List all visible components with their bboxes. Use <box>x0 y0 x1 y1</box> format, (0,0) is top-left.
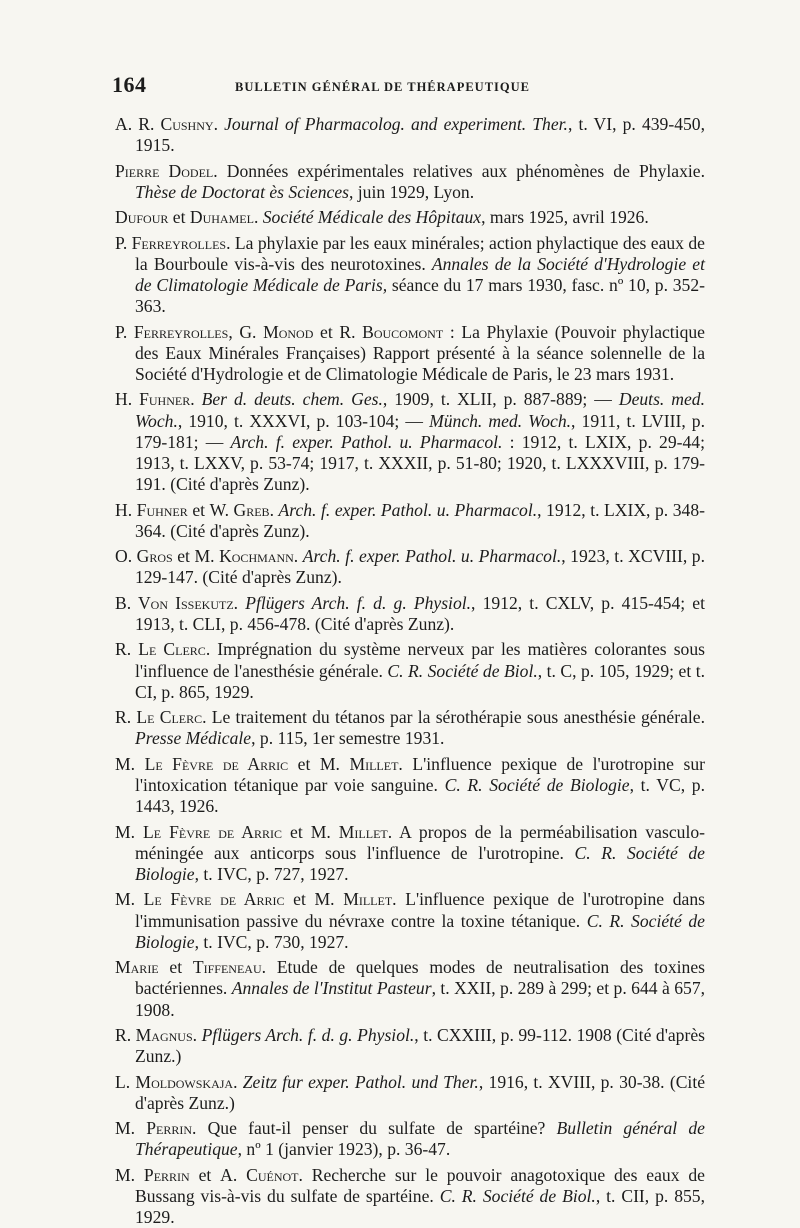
reference-author: B. Von Issekutz <box>115 592 234 613</box>
reference-entry <box>115 593 705 635</box>
reference-text: , 1912, t. LXIX, p. 348-364. (Cité d'après Zunz). <box>135 499 705 541</box>
reference-source: C. R. Société de Biologie <box>135 842 705 884</box>
reference-source: C. R. Société de Biol. <box>387 660 538 681</box>
reference-source: Société Médicale des Hôpitaux <box>262 207 482 228</box>
reference-text: , 1910, t. XXXVI, p. 103-104; — <box>177 410 430 431</box>
reference-text: et <box>158 957 193 978</box>
reference-entry <box>115 389 705 495</box>
reference-source: Deuts. med. Woch. <box>135 389 706 431</box>
reference-source: Arch. f. exper. Pathol. u. Pharmacol. <box>302 546 562 567</box>
reference-text: . L'influence pexique de l'urotropine dans l'immunisation passive du névraxe contre la toxine tétanique. <box>135 889 706 931</box>
reference-author: R. Boucomont <box>339 321 444 342</box>
reference-source: Pflügers Arch. f. d. g. Physiol. <box>201 1024 415 1045</box>
reference-text: . <box>233 1071 243 1092</box>
reference-source: Annales de la Société d'Hydrologie et de Climatologie Médicale de Paris, <box>135 253 705 295</box>
reference-author: M. Le Fèvre de Arric <box>115 889 285 910</box>
reference-text: . Données expérimentales relatives aux phénomènes de Phylaxie. <box>213 160 705 181</box>
reference-text: . A propos de la perméabilisation vasculo-méningée aux anticorps sous l'influence de l'urotropine. <box>135 821 705 863</box>
reference-author: R. Magnus <box>115 1024 193 1045</box>
reference-author: Marie <box>115 957 159 978</box>
reference-text: et <box>282 821 311 842</box>
reference-text: . Etude de quelques modes de neutralisation des toxines bactériennes. <box>135 957 705 999</box>
reference-entry <box>115 546 705 588</box>
reference-entry <box>115 161 705 203</box>
reference-source: Ber d. deuts. chem. Ges. <box>201 389 383 410</box>
reference-author: M. Millet <box>310 821 388 842</box>
reference-entry <box>115 233 705 318</box>
reference-source: C. R. Société de Biologie <box>135 910 705 952</box>
reference-entry <box>115 822 705 886</box>
reference-source: Arch. f. exper. Pathol. u. Pharmacol. <box>230 431 503 452</box>
reference-text: . <box>190 389 202 410</box>
reference-text: , t. XXII, p. 289 à 299; et p. 644 à 657, 1908. <box>135 978 706 1020</box>
reference-entry <box>115 207 705 228</box>
reference-entry <box>115 754 705 818</box>
page-number: 164 <box>112 72 147 97</box>
reference-source: Presse Médicale <box>135 728 252 749</box>
reference-entry <box>115 707 705 749</box>
reference-text: et <box>284 889 315 910</box>
reference-text: , 1923, t. XCVIII, p. 129-147. (Cité d'après Zunz). <box>135 546 705 588</box>
reference-text: et <box>313 321 340 342</box>
reference-author: R. Le Clerc <box>115 707 203 728</box>
reference-entry <box>115 1072 705 1114</box>
reference-author: Tiffeneau <box>192 957 262 978</box>
reference-author: A. Cuénot <box>220 1164 299 1185</box>
reference-entry <box>115 114 705 156</box>
reference-text: , juin 1929, Lyon. <box>349 181 475 202</box>
reference-text: , t. IVC, p. 730, 1927. <box>194 931 349 952</box>
running-title: BULLETIN GÉNÉRAL DE THÉRAPEUTIQUE <box>235 80 530 94</box>
reference-text: , 1912, t. CXLV, p. 415-454; et 1913, t. CLI, p. 456-478. (Cité d'après Zunz). <box>135 592 705 634</box>
reference-text: , t. C, p. 105, 1929; et t. CI, p. 865, 1929. <box>135 660 705 702</box>
reference-source: Zeitz fur exper. Pathol. und Ther. <box>242 1071 479 1092</box>
reference-text: et <box>288 753 320 774</box>
reference-author: P. Ferreyrolles <box>115 321 229 342</box>
reference-text: , t. CII, p. 855, 1929. <box>135 1185 706 1228</box>
reference-author: W. Greb <box>209 499 270 520</box>
reference-source: Pflügers Arch. f. d. g. Physiol. <box>245 592 472 613</box>
reference-entry <box>115 889 705 953</box>
reference-author: M. Millet <box>314 889 393 910</box>
reference-text: et <box>187 499 210 520</box>
reference-source: Bulletin général de Thérapeutique <box>135 1118 705 1160</box>
reference-text: . Le traitement du tétanos par la sérothérapie sous anesthésie générale. <box>202 707 705 728</box>
reference-author: A. R. Cushny <box>115 114 214 134</box>
reference-text: , nº 1 (janvier 1923), p. 36-47. <box>237 1139 451 1160</box>
reference-text: et <box>172 546 195 567</box>
reference-text: , 1911, t. LVIII, p. 179-181; — <box>135 410 705 452</box>
reference-entry <box>115 1118 705 1160</box>
reference-text: . La phylaxie par les eaux minérales; action phylactique des eaux de la Bourboule vis-à-vis des neurotoxines. <box>135 232 705 274</box>
reference-entry <box>115 957 705 1021</box>
reference-text: . <box>269 499 279 520</box>
reference-text: et <box>189 1164 221 1185</box>
reference-text: , t. IVC, p. 727, 1927. <box>194 863 349 884</box>
reference-author: O. Gros <box>115 546 173 567</box>
reference-author: H. Fuhner <box>115 389 191 410</box>
reference-author: M. Kochmann <box>194 546 294 567</box>
reference-author: M. Le Fèvre de Arric <box>115 753 289 774</box>
reference-entry <box>115 639 705 703</box>
reference-text: . <box>192 1024 202 1045</box>
reference-author: M. Le Fèvre de Arric <box>115 821 282 842</box>
reference-text: . L'influence pexique de l'urotropine sur l'intoxication tétanique par voie sanguine. <box>135 753 705 795</box>
reference-source: Münch. med. Woch. <box>429 410 572 431</box>
reference-text: . <box>253 207 263 228</box>
reference-text: . <box>293 546 303 567</box>
reference-entry <box>115 1025 705 1067</box>
reference-author: P. Ferreyrolles <box>115 232 227 253</box>
reference-text: , t. VI, p. 439-450, 1915. <box>135 114 705 156</box>
reference-author: M. Perrin <box>115 1164 190 1185</box>
reference-text: . Que faut-il penser du sulfate de spartéine? <box>192 1118 557 1139</box>
reference-source: Thèse de Doctorat ès Sciences <box>135 181 349 202</box>
reference-author: M. Perrin <box>115 1118 193 1139</box>
reference-source: C. R. Société de Biologie <box>444 774 630 795</box>
reference-text: . Imprégnation du système nerveux par les matières colorantes sous l'influence de l'anesthésie générale. <box>135 639 705 681</box>
reference-text: . <box>213 114 225 134</box>
reference-author: Dufour <box>115 207 169 228</box>
reference-source: Arch. f. exper. Pathol. u. Pharmacol. <box>278 499 538 520</box>
reference-entry <box>115 322 705 386</box>
reference-source: Journal of Pharmacolog. and experiment. Ther. <box>224 114 568 134</box>
reference-text: . Recherche sur le pouvoir anagotoxique des eaux de Bussang vis-à-vis du sulfate de spartéine. <box>135 1164 705 1206</box>
reference-source: Annales de l'Institut Pasteur <box>231 978 432 999</box>
reference-text: : La Phylaxie (Pouvoir phylactique des Eaux Minérales Françaises) Rapport présenté à la séance solennelle de la Société d'Hydrologie et de Climatologie Médicale de Paris, le 23 mars 1931. <box>135 321 705 384</box>
reference-text: , mars 1925, avril 1926. <box>481 207 649 228</box>
reference-text: , <box>228 321 240 342</box>
reference-text: , t. VC, p. 1443, 1926. <box>135 774 705 817</box>
reference-author: L. Moldowskaja <box>115 1071 234 1092</box>
reference-list <box>115 114 705 1228</box>
reference-author: G. Monod <box>239 321 314 342</box>
reference-text: : 1912, t. LXIX, p. 29-44; 1913, t. LXXV, p. 53-74; 1917, t. XXXII, p. 51-80; 1920, t. LXXXVIII, p. 179-191. (Cité d'après Zunz). <box>135 431 705 495</box>
reference-author: Pierre Dodel <box>115 160 214 181</box>
reference-author: M. Millet <box>319 753 399 774</box>
reference-text: , 1909, t. XLII, p. 887-889; — <box>382 389 619 410</box>
reference-entry <box>115 1165 705 1228</box>
reference-author: H. Fuhner <box>115 499 188 520</box>
reference-source: C. R. Société de Biol. <box>439 1185 596 1206</box>
reference-author: Duhamel <box>189 207 254 228</box>
reference-text: séance du 17 mars 1930, fasc. nº 10, p. 352-363. <box>135 274 705 317</box>
reference-text: , t. CXXIII, p. 99-112. 1908 (Cité d'après Zunz.) <box>135 1024 705 1067</box>
reference-author: R. Le Clerc <box>115 639 206 660</box>
reference-text: et <box>168 207 190 228</box>
page-header <box>112 72 705 102</box>
reference-entry <box>115 500 705 542</box>
reference-text: . <box>233 592 246 613</box>
reference-text: , 1916, t. XVIII, p. 30-38. (Cité d'après Zunz.) <box>135 1071 706 1113</box>
reference-text: , p. 115, 1er semestre 1931. <box>251 728 445 749</box>
